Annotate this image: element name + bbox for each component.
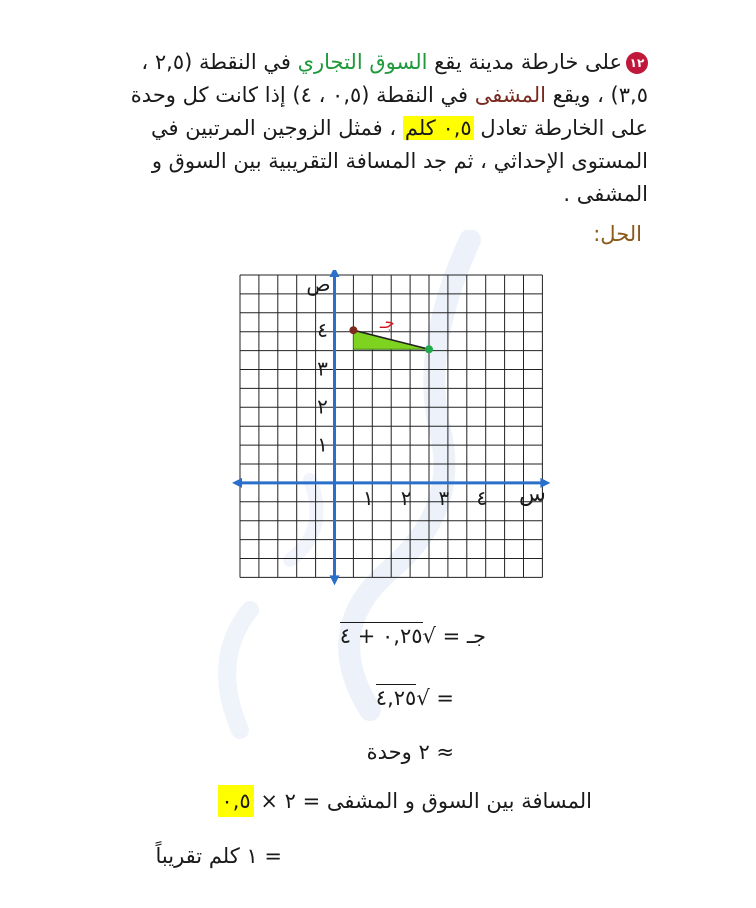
step-line-1 <box>340 622 486 648</box>
y-tick-label: ١ <box>317 432 328 457</box>
solution-label: الحل: <box>593 222 642 246</box>
scale-highlight: ٠,٥ كلم <box>404 116 472 140</box>
market-term: السوق التجاري <box>297 50 428 74</box>
x-tick-label: ٢ <box>400 485 412 510</box>
x-tick-label: ٤ <box>476 485 488 510</box>
x-tick-label: ١ <box>362 485 374 510</box>
coordinate-grid <box>230 270 550 600</box>
step1-lhs: جـ = <box>442 624 486 648</box>
y-axis-arrow-top <box>330 270 340 277</box>
problem-text <box>128 46 648 211</box>
market-point <box>425 345 433 353</box>
x-axis-label: س <box>518 481 546 507</box>
hypotenuse-label: جـ <box>379 313 395 333</box>
problem-text-part-3: في النقطة (٠,٥ ، ٤) إذا كانت كل وحدة على الخارطة تعادل <box>130 83 648 140</box>
step-line-2 <box>376 684 454 710</box>
step4-text: المسافة بين السوق و المشفى = ٢ × <box>253 789 592 813</box>
hospital-term: المشفى <box>474 83 546 107</box>
y-axis-arrow-bottom <box>330 575 340 585</box>
y-tick-label: ٣ <box>317 356 328 381</box>
hospital-point <box>349 326 357 334</box>
sqrt-symbol-2: √ <box>416 686 430 710</box>
x-tick-label: ٣ <box>438 485 450 510</box>
problem-text-part-2: في النقطة (٢,٥ ، ٣,٥) ، ويقع <box>141 50 648 107</box>
problem-number-badge: ١٢ <box>626 52 648 74</box>
step-line-5: = ١ كلم تقريباً <box>155 844 282 868</box>
problem-text-part-1: على خارطة مدينة يقع <box>427 50 622 74</box>
y-tick-label: ٢ <box>317 394 328 419</box>
step2-radicand: ٤,٢٥ <box>375 686 417 710</box>
x-axis-arrow-left <box>232 478 242 488</box>
y-axis-label: ص <box>306 272 331 296</box>
problem-text-part-4: ، فمثل الزوجين المرتبين في المستوى الإحداثي ، ثم جد المسافة التقريبية بين السوق و المشفى . <box>151 116 648 206</box>
step-line-3: ≈ ٢ وحدة <box>366 740 454 764</box>
y-tick-label: ٤ <box>317 318 328 343</box>
sqrt-symbol-1: √ <box>422 624 436 648</box>
step4-highlight: ٠,٥ <box>218 785 253 817</box>
step1-radicand: ٠,٢٥ + ٤ <box>339 624 423 648</box>
step2-eq: = <box>436 686 454 710</box>
step-line-4 <box>218 789 592 813</box>
